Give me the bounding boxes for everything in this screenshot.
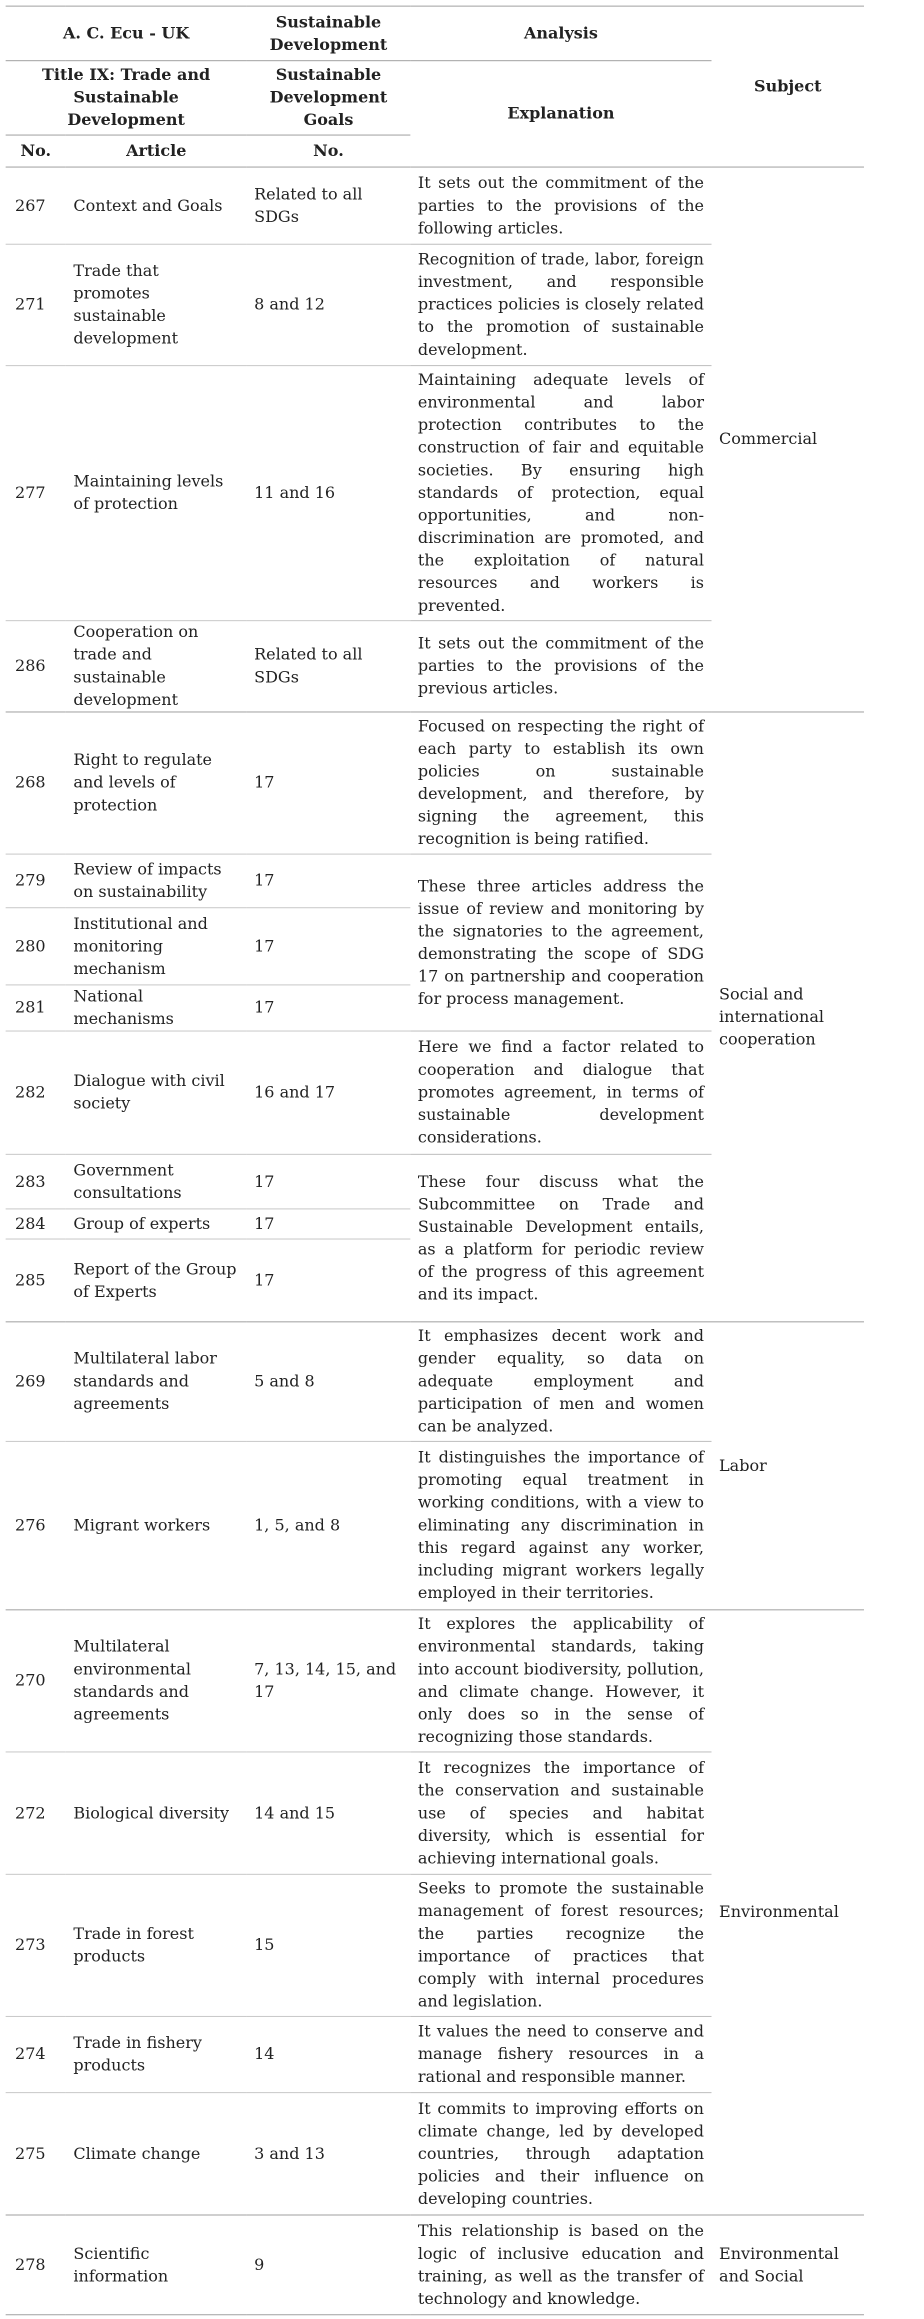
row-article: Climate change	[66, 2093, 247, 2215]
row-no: 285	[6, 1239, 66, 1322]
row-article: Multilateral labor standards and agreements	[66, 1322, 247, 1442]
row-article: Institutional and monitoring mechanism	[66, 908, 247, 985]
row-sdg: 14 and 15	[247, 1752, 411, 1874]
header-subject: Subject	[712, 6, 864, 167]
row-no: 275	[6, 2093, 66, 2215]
row-explanation: It recognizes the importance of the conservation and sustainable use of species and habitat diversity, which is essential for achieving international goals.	[410, 1752, 711, 1874]
row-no: 281	[6, 985, 66, 1031]
row-explanation: These three articles address the issue of review and monitoring by the signatories to the agreement, demonstrating the scope of SDG 17 on partnership and cooperation for process management.	[410, 854, 711, 1031]
row-sdg: Related to all SDGs	[247, 621, 411, 712]
row-explanation: Recognition of trade, labor, foreign investment, and responsible practices policies is closely related to the promotion of sustainable development.	[410, 244, 711, 365]
row-no: 278	[6, 2215, 66, 2315]
row-article: Cooperation on trade and sustainable development	[66, 621, 247, 712]
header-explanation: Explanation	[410, 61, 711, 167]
sdg-analysis-table	[6, 6, 864, 2316]
row-sdg: 14	[247, 2016, 411, 2092]
row-sdg: 17	[247, 1209, 411, 1239]
row-no: 268	[6, 712, 66, 854]
row-explanation: It sets out the commitment of the parties to the provisions of the following articles.	[417, 173, 704, 238]
row-explanation: It emphasizes decent work and gender equality, so data on adequate employment and participation of men and women can be analyzed.	[410, 1322, 711, 1442]
row-explanation: It commits to improving efforts on climate change, led by developed countries, through adaptation policies and their influence on developing countries.	[410, 2093, 711, 2215]
row-article: Dialogue with civil society	[66, 1031, 247, 1154]
table-row	[6, 1610, 864, 1752]
row-sdg: 5 and 8	[247, 1322, 411, 1442]
row-sdg: 7, 13, 14, 15, and 17	[247, 1610, 411, 1752]
subject-environmental-social: Environmental and Social	[712, 2215, 864, 2315]
subject-social: Social and international cooperation	[712, 712, 864, 1322]
row-article: Trade in fishery products	[66, 2016, 247, 2092]
row-sdg: 17	[247, 1239, 411, 1322]
table-row	[6, 2215, 864, 2315]
row-sdg: 17	[247, 985, 411, 1031]
row-sdg: 8 and 12	[247, 244, 411, 365]
row-no: 286	[6, 621, 66, 712]
row-no: 284	[6, 1209, 66, 1239]
row-article: Migrant workers	[66, 1441, 247, 1609]
row-sdg: 17	[247, 854, 411, 908]
row-sdg: 17	[247, 712, 411, 854]
table-row	[6, 712, 864, 854]
row-sdg: 9	[247, 2215, 411, 2315]
table-row	[6, 167, 864, 244]
subject-environmental: Environmental	[712, 1610, 864, 2215]
row-no: 276	[6, 1441, 66, 1609]
row-article: Group of experts	[66, 1209, 247, 1239]
row-explanation: It explores the applicability of environmental standards, taking into account biodiversity, pollution, and climate change. However, it only does so in the sense of recognizing those standards.	[410, 1610, 711, 1752]
row-article: Report of the Group of Experts	[66, 1239, 247, 1322]
row-article: Multilateral environmental standards and agreements	[66, 1610, 247, 1752]
row-sdg: Related to all SDGs	[254, 184, 363, 227]
row-article: Government consultations	[66, 1154, 247, 1209]
row-no: 279	[6, 854, 66, 908]
row-sdg: 16 and 17	[247, 1031, 411, 1154]
row-article: Review of impacts on sustainability	[66, 854, 247, 908]
row-explanation: Maintaining adequate levels of environmental and labor protection contributes to the construction of fair and equitable societies. By ensuring high standards of protection, equal opportunities, and non-discrimination are promoted, and the exploitation of natural resources and workers is prevented.	[410, 366, 711, 621]
row-article: Trade in forest products	[66, 1874, 247, 2016]
header-sustainable-development: Sustainable Development	[247, 6, 411, 61]
row-sdg: 17	[247, 1154, 411, 1209]
row-article: Right to regulate and levels of protection	[66, 712, 247, 854]
subject-commercial: Commercial	[719, 430, 818, 449]
row-article: Scientific information	[66, 2215, 247, 2315]
row-no: 270	[6, 1610, 66, 1752]
row-sdg: 3 and 13	[247, 2093, 411, 2215]
row-no: 277	[6, 366, 66, 621]
row-no: 271	[6, 244, 66, 365]
row-sdg: 11 and 16	[247, 366, 411, 621]
row-no: 267	[15, 196, 46, 216]
row-explanation: Seeks to promote the sustainable management of forest resources; the parties recognize the importance of practices that comply with internal procedures and legislation.	[410, 1874, 711, 2016]
header-sdg-no: No.	[247, 135, 411, 167]
row-no: 282	[6, 1031, 66, 1154]
subject-labor: Labor	[712, 1322, 864, 1610]
table-row	[6, 1322, 864, 1442]
row-explanation: It distinguishes the importance of promoting equal treatment in working conditions, with a view to eliminating any discrimination in this regard against any worker, including migrant workers legally employed in their territories.	[410, 1441, 711, 1609]
row-sdg: 15	[247, 1874, 411, 2016]
row-no: 272	[6, 1752, 66, 1874]
row-explanation: It sets out the commitment of the parties to the provisions of the previous articles.	[410, 621, 711, 712]
row-no: 273	[6, 1874, 66, 2016]
row-no: 274	[6, 2016, 66, 2092]
row-explanation: It values the need to conserve and manage fishery resources in a rational and responsible manner.	[410, 2016, 711, 2092]
row-explanation: These four discuss what the Subcommittee on Trade and Sustainable Development entails, as a platform for periodic review of the progress of this agreement and its impact.	[410, 1154, 711, 1322]
header-article: Article	[66, 135, 247, 167]
row-article: Maintaining levels of protection	[66, 366, 247, 621]
row-no: 283	[6, 1154, 66, 1209]
row-sdg: 1, 5, and 8	[247, 1441, 411, 1609]
row-explanation: Focused on respecting the right of each party to establish its own policies on sustainable development, and therefore, by signing the agreement, this recognition is being ratified.	[410, 712, 711, 854]
row-no: 269	[6, 1322, 66, 1442]
row-explanation: This relationship is based on the logic of inclusive education and training, as well as the transfer of technology and knowledge.	[410, 2215, 711, 2315]
header-analysis: Analysis	[410, 6, 711, 61]
header-title-ix: Title IX: Trade and Sustainable Development	[6, 61, 247, 135]
row-sdg: 17	[247, 908, 411, 985]
row-article: Trade that promotes sustainable development	[66, 244, 247, 365]
header-no: No.	[6, 135, 66, 167]
row-article: National mechanisms	[66, 985, 247, 1031]
header-sdg: Sustainable Development Goals	[247, 61, 411, 135]
row-article: Biological diversity	[66, 1752, 247, 1874]
row-explanation: Here we find a factor related to cooperation and dialogue that promotes agreement, in terms of sustainable development considerations.	[410, 1031, 711, 1154]
row-article: Context and Goals	[73, 196, 223, 216]
row-no: 280	[6, 908, 66, 985]
header-agreement: A. C. Ecu - UK	[6, 6, 247, 61]
